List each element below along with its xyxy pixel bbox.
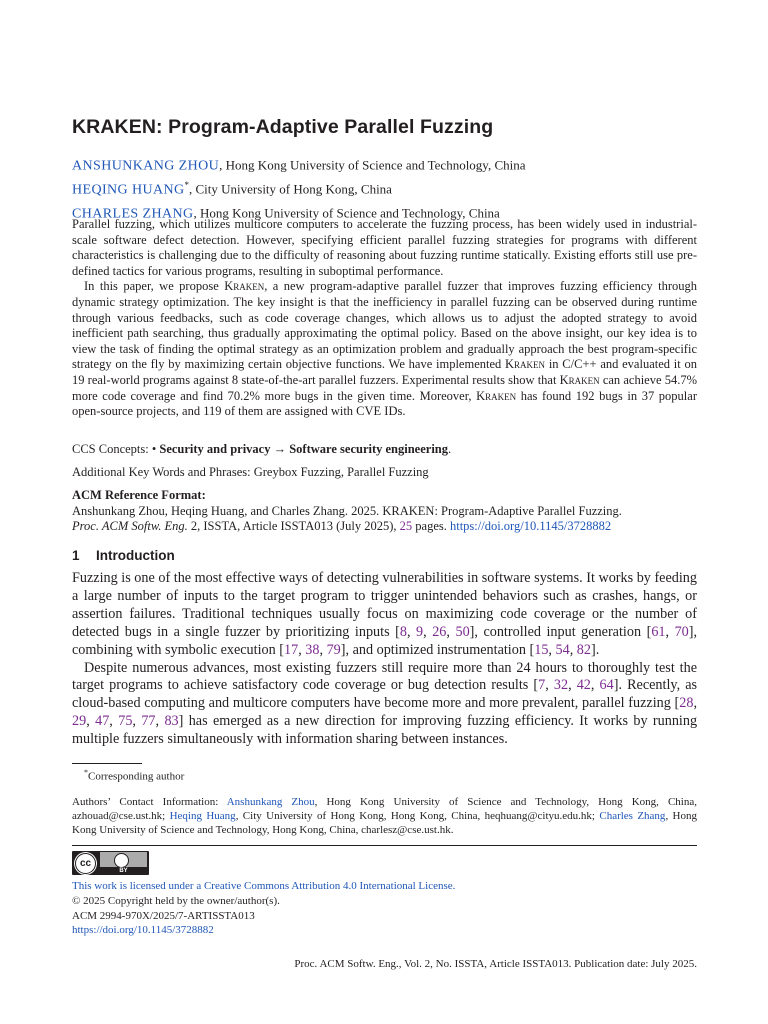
contact-info: , Hong Kong University of Science and Technology, Hong Kong, China, charlesz@cse.ust.hk. [72,810,698,837]
by-label: BY [100,867,147,875]
section-heading [72,548,175,563]
abstract-paragraph: Parallel fuzzing, which utilizes multicore computers to accelerate the fuzzing process, has been widely used in industrial-scale software defect detection. However, specifying efficient parallel fuzzing strategies for programs with different characteristics is challenging due to the difficulty of reasoning about fuzzing runtime statically. Existing efforts still use pre-defined tactics for various programs, resulting in suboptimal performance. [72,217,697,278]
cc-logo-icon: cc [75,853,96,874]
person-icon [114,853,129,868]
citation-link[interactable]: 70 [674,623,689,640]
body-text: ] has emerged as a new direction for improving fuzzing efficiency. It works by running multiple fuzzers simultaneously with information sharing between instances. [72,713,698,748]
running-footer: Proc. ACM Softw. Eng., Vol. 2, No. ISSTA, Article ISSTA013. Publication date: July 2025. [294,958,697,970]
citation-link[interactable]: 75 [118,713,133,730]
citation-link[interactable]: 9 [416,623,424,640]
citation-link[interactable]: 38 [305,641,320,658]
author-link[interactable]: Anshunkang Zhou [226,796,315,808]
abstract-paragraph [72,279,697,419]
abstract-text: in C/C++ and evaluated it on 19 real-world programs against 8 state-of-the-art parallel fuzzers. Experimental results show that [72,357,697,387]
abstract-text: can achieve 54.7% more code coverage and find 70.2% more bugs in the given time. Moreover, [72,372,697,403]
doi-link[interactable]: https://doi.org/10.1145/3728882 [72,924,214,937]
author-link[interactable]: Charles Zhang [599,810,666,823]
body-text: ], and optimized instrumentation [ [340,641,535,658]
ccs-concepts [72,442,451,458]
citation-link[interactable]: 15 [534,641,549,658]
citation-link[interactable]: 47 [95,713,110,730]
ccs-end: . [448,442,452,456]
citation-link[interactable]: 64 [599,677,614,694]
footnote-mark: * [84,768,88,777]
author-link[interactable]: Heqing Huang [169,810,236,823]
abstract [72,217,697,420]
acm-id-line: ACM 2994-970X/2025/7-ARTISSTA013 [72,909,255,922]
license-block [72,879,455,938]
citation-link[interactable]: 26 [432,623,447,640]
system-name: Kraken [559,372,600,387]
author-footnote-mark: * [184,179,190,190]
citation-link[interactable]: 83 [164,713,179,730]
contact-label: Authors’ Contact Information: [72,796,227,808]
doi-link[interactable]: https://doi.org/10.1145/3728882 [449,519,612,534]
body-text: Fuzzing is one of the most effective ways of detecting vulnerabilities in software systems. It works by feeding a large number of inputs to the target program to trigger unintended behaviors such as crashes, hangs, or assertion failures. Traditional techniques usually focus on maximizing code coverage or the number of detected bugs in a single fuzzer by prioritizing inputs [ [72,570,697,640]
abstract-text: has found 192 bugs in 37 popular open-source projects, and 119 of them are assigned with CVE IDs. [72,388,697,419]
citation-link[interactable]: 77 [141,713,156,730]
author-line [72,176,697,200]
acm-reference-line [72,519,697,535]
body-text: ], controlled input generation [ [469,623,652,640]
acm-reference-format [72,488,697,535]
footnote [84,768,184,783]
ccs-concept: Security and privacy → Software security engineering [159,442,448,456]
citation-link[interactable]: 82 [576,641,591,658]
reference-details: 2, ISSTA, Article ISSTA013 (July 2025), [187,519,400,534]
author-list [72,152,697,223]
citation-link[interactable]: 42 [576,677,591,694]
author-name[interactable]: CHARLES ZHANG [72,205,194,221]
keywords: Additional Key Words and Phrases: Greybox Fuzzing, Parallel Fuzzing [72,465,429,479]
contact-info: , Hong Kong University of Science and Technology, Hong Kong, China, azhouad@cse.ust.hk; [72,796,697,823]
author-affiliation: , City University of Hong Kong, China [189,181,392,197]
citation-link[interactable]: 17 [284,641,299,658]
author-line [72,152,697,176]
body-paragraph: Fuzzing is one of the most effective ways of detecting vulnerabilities in software systems. It works by feeding a large number of inputs to the target program to trigger unintended behaviors such as crashes, hangs, or assertion failures. Traditional techniques usually focus on maximizing code coverage or the number of detected bugs in a single fuzzer by prioritizing inputs [8, 9, 26, 50], controlled input generation [61, 70], combining with symbolic execution [17, 38, 79], and optimized instrumentation [15, 54, 82]. [72,570,698,658]
page-count-link[interactable]: 25 [399,519,413,534]
creative-commons-badge[interactable] [72,851,149,875]
abstract-text: , a new program-adaptive parallel fuzzer that improves fuzzing efficiency through dynamic strategy optimization. The key insight is that the inefficiency in parallel fuzzing can be observed during runtime through various feedbacks, such as code coverage changes, which allows us to adjust the adopted strategy to avoid inefficient path searching, thus gradually approximating the optimal policy. Based on the above insight, our key idea is to view the task of finding the optimal strategy as an optimization problem and gradually approach the best program-specific strategy on the fly by maximizing certain objective functions. We have implemented [72,279,697,372]
ccs-label: CCS Concepts: • [72,442,160,456]
author-contact-information [72,795,697,838]
license-link[interactable]: This work is licensed under a Creative Commons Attribution 4.0 International License. [72,880,456,892]
license-divider [72,845,697,846]
citation-link[interactable]: 7 [538,677,546,694]
section-title: Introduction [96,548,175,563]
system-name: Kraken [505,357,546,372]
citation-link[interactable]: 32 [553,677,569,694]
paper-title: KRAKEN: Program-Adaptive Parallel Fuzzing [72,116,494,138]
footnote-divider [72,763,142,764]
system-name: Kraken [476,388,517,403]
citation-link[interactable]: 28 [679,695,694,712]
acm-reference-heading: ACM Reference Format: [72,488,206,502]
body-text: ], combining with symbolic execution [ [72,623,698,658]
body-text: Despite numerous advances, most existing fuzzers still require more than 24 hours to thoroughly test the target programs to achieve satisfactory code coverage or bug detection results [ [72,659,697,694]
body-text: ]. Recently, as cloud-based computing and multicore computers have become more and more prevalent, parallel fuzzing [ [72,677,698,712]
citation-link[interactable]: 79 [326,641,341,658]
system-name: Kraken [224,279,265,294]
citation-link[interactable]: 61 [651,623,666,640]
citation-link[interactable]: 29 [72,713,87,730]
citation-link[interactable]: 50 [455,623,470,640]
author-name[interactable]: HEQING HUANG [72,182,185,198]
abstract-text: In this paper, we propose [84,279,225,294]
citation-link[interactable]: 8 [399,623,407,640]
body-paragraph: Despite numerous advances, most existing fuzzers still require more than 24 hours to thoroughly test the target programs to achieve satisfactory code coverage or bug detection results [7, 32, 42, 64]. Recently, as cloud-based computing and multicore computers have become more and more prevalent, parallel fuzzing [28, 29, 47, 75, 77, 83] has emerged as a new direction for improving fuzzing efficiency. It works by running multiple fuzzers simultaneously with information sharing between instances. [72,659,698,748]
acm-reference-line: Anshunkang Zhou, Heqing Huang, and Charles Zhang. 2025. KRAKEN: Program-Adaptive Parallel Fuzzing. [72,503,622,518]
author-affiliation: , Hong Kong University of Science and Technology, China [193,204,500,220]
author-affiliation: , Hong Kong University of Science and Technology, China [219,157,526,173]
citation-link[interactable]: 54 [555,641,570,658]
body-text: ]. [590,641,600,658]
author-name[interactable]: ANSHUNKANG ZHOU [72,158,220,174]
section-number: 1 [72,548,80,563]
contact-info: , City University of Hong Kong, Hong Kong, China, heqhuang@cityu.edu.hk; [235,810,600,823]
introduction-body [72,570,697,749]
copyright-line: © 2025 Copyright held by the owner/author(s). [72,894,280,907]
reference-pages: pages. [412,519,450,534]
journal-name: Proc. ACM Softw. Eng. [72,519,188,534]
footnote-text: Corresponding author [88,770,185,783]
